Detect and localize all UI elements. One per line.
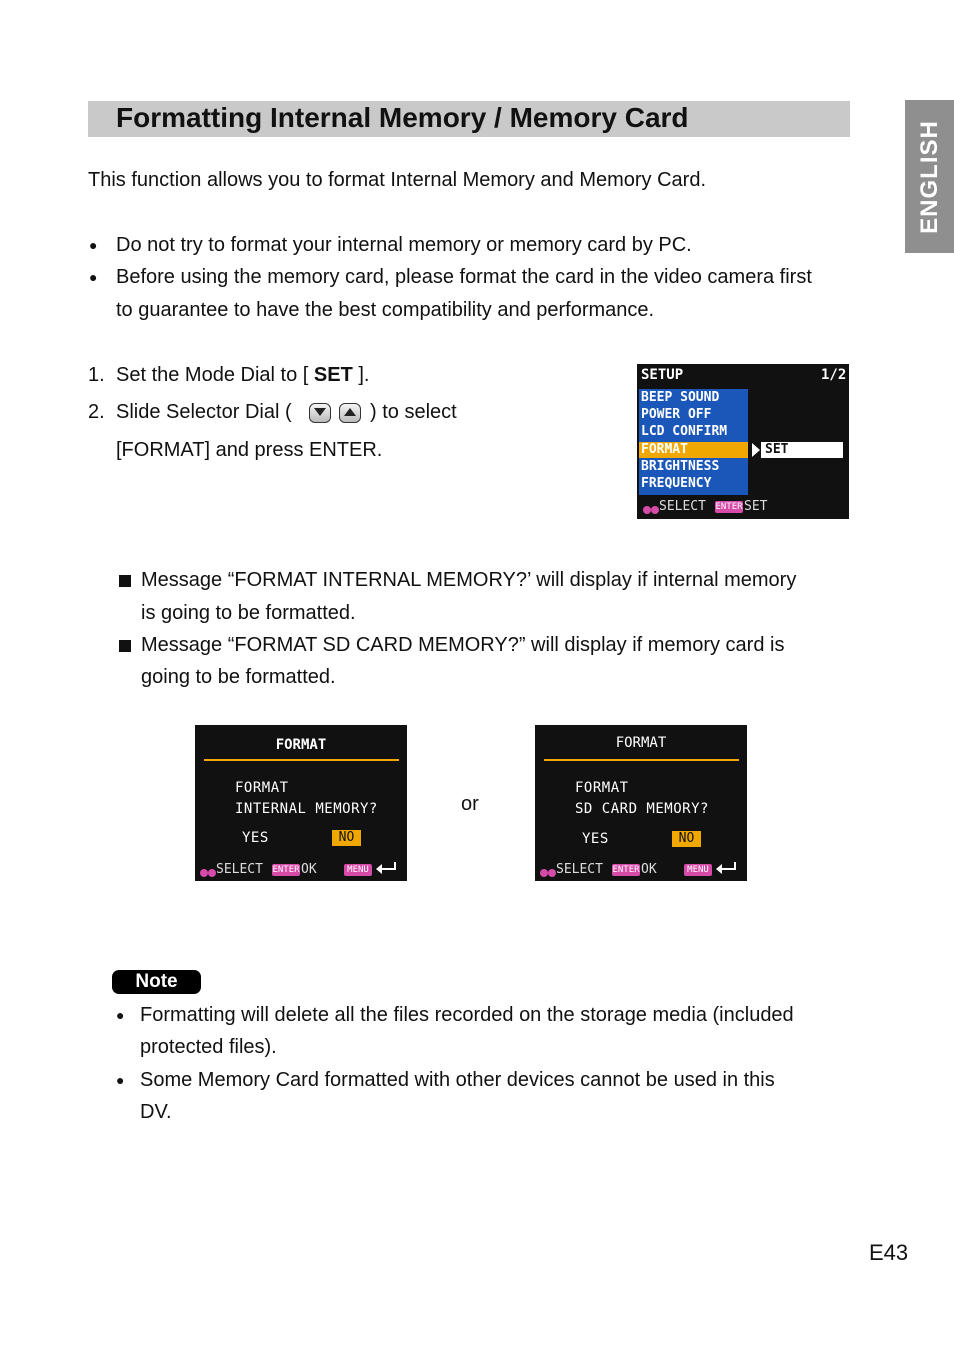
step-1-number: 1. bbox=[88, 364, 105, 386]
message-2: Message “FORMAT SD CARD MEMORY?” will display if memory card is bbox=[141, 634, 785, 656]
setup-footer-set: SET bbox=[744, 499, 768, 514]
bullet-2-cont: to guarantee to have the best compatibility and performance. bbox=[116, 299, 655, 321]
note-1-cont: protected files). bbox=[140, 1036, 277, 1058]
return-icon bbox=[715, 861, 737, 880]
footer-select: SELECT bbox=[556, 862, 603, 877]
format-line-1: FORMAT bbox=[575, 780, 629, 796]
title-underline bbox=[204, 759, 399, 761]
title-underline bbox=[544, 759, 739, 761]
format-sd-screen bbox=[535, 725, 747, 881]
square-bullet-icon bbox=[119, 575, 131, 587]
format-line-2: SD CARD MEMORY? bbox=[575, 801, 709, 817]
bullet-dot-icon: ● bbox=[116, 1007, 125, 1023]
selector-icon bbox=[200, 865, 216, 875]
bullet-1: Do not try to format your internal memory or memory card by PC. bbox=[116, 234, 692, 256]
selector-icon bbox=[540, 865, 556, 875]
footer-enter: ENTER bbox=[612, 865, 640, 875]
setup-footer-select: SELECT bbox=[659, 499, 706, 514]
footer-ok: OK bbox=[641, 862, 657, 877]
setup-footer-enter: ENTER bbox=[715, 502, 743, 512]
footer-menu: MENU bbox=[344, 864, 372, 876]
arrow-right-icon bbox=[752, 443, 760, 462]
intro-text: This function allows you to format Internal Memory and Memory Card. bbox=[88, 169, 707, 191]
format-value: SET bbox=[761, 442, 843, 458]
setup-page: 1/2 bbox=[821, 367, 847, 383]
page-number: E43 bbox=[869, 1240, 909, 1265]
step-2-line2: [FORMAT] and press ENTER. bbox=[116, 439, 383, 461]
bullet-dot-icon: ● bbox=[116, 1072, 125, 1088]
note-2-cont: DV. bbox=[140, 1101, 172, 1123]
bullet-dot-icon: ● bbox=[89, 237, 98, 253]
footer-ok: OK bbox=[301, 862, 317, 877]
square-bullet-icon bbox=[119, 640, 131, 652]
footer-menu: MENU bbox=[684, 864, 712, 876]
dial-down-icon bbox=[309, 403, 331, 423]
no-option: NO bbox=[672, 831, 701, 847]
selector-icon bbox=[643, 502, 659, 512]
message-1: Message “FORMAT INTERNAL MEMORY?’ will display if internal memory bbox=[141, 569, 797, 591]
no-option: NO bbox=[332, 830, 361, 846]
dial-up-icon bbox=[339, 403, 361, 423]
yes-option: YES bbox=[242, 830, 269, 846]
bullet-2: Before using the memory card, please format the card in the video camera first bbox=[116, 266, 812, 288]
language-tab-label: ENGLISH bbox=[915, 119, 943, 234]
menu-item-brightness: BRIGHTNESS bbox=[639, 459, 748, 476]
step-1-text: Set the Mode Dial to [ SET ]. bbox=[116, 364, 370, 386]
step-2-text-end: ) to select bbox=[370, 401, 457, 423]
note-2: Some Memory Card formatted with other devices cannot be used in this bbox=[140, 1069, 775, 1091]
return-icon bbox=[375, 861, 397, 880]
step-2-text: Slide Selector Dial ( bbox=[116, 401, 292, 423]
format-line-2: INTERNAL MEMORY? bbox=[235, 801, 378, 817]
setup-screen bbox=[637, 364, 849, 519]
step-2-number: 2. bbox=[88, 401, 105, 423]
yes-option: YES bbox=[582, 831, 609, 847]
format-screen-title: FORMAT bbox=[275, 737, 327, 753]
note-badge: Note bbox=[112, 970, 201, 994]
footer-enter: ENTER bbox=[272, 865, 300, 875]
note-1: Formatting will delete all the files recorded on the storage media (included bbox=[140, 1004, 794, 1026]
or-label: or bbox=[461, 793, 479, 815]
menu-item-lcd-confirm: LCD CONFIRM bbox=[639, 424, 748, 441]
message-2-cont: going to be formatted. bbox=[141, 666, 336, 688]
bullet-dot-icon: ● bbox=[89, 269, 98, 285]
format-line-1: FORMAT bbox=[235, 780, 289, 796]
page-title: Formatting Internal Memory / Memory Card bbox=[116, 102, 689, 133]
menu-item-beep-sound: BEEP SOUND bbox=[639, 390, 748, 407]
menu-item-frequency: FREQUENCY bbox=[639, 476, 748, 493]
menu-item-power-off: POWER OFF bbox=[639, 407, 748, 424]
footer-select: SELECT bbox=[216, 862, 263, 877]
message-1-cont: is going to be formatted. bbox=[141, 602, 356, 624]
menu-item-format: FORMAT bbox=[639, 442, 748, 458]
format-screen-title: FORMAT bbox=[615, 735, 667, 751]
setup-title: SETUP bbox=[641, 367, 684, 383]
format-internal-screen bbox=[195, 725, 407, 881]
language-tab bbox=[905, 100, 954, 253]
